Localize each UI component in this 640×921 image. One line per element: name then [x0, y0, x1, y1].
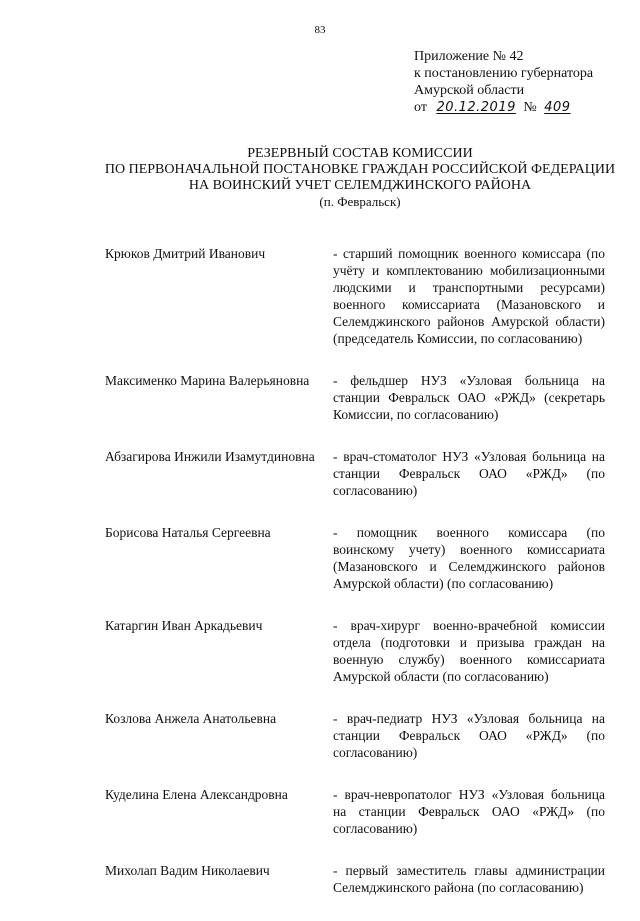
page-number: 83 [314, 24, 326, 36]
member-name: Михолап Вадим Николаевич [105, 863, 270, 878]
member-name: Максименко Марина Валерьяновна [105, 373, 310, 388]
member-row [105, 372, 615, 423]
member-row [105, 710, 615, 761]
member-role: - помощник военного комиссара (по воинскому учету) военного комиссариата (Мазановского и Селемджинского районов Амурской области) (по согласованию) [333, 525, 605, 591]
title-line-1: РЕЗЕРВНЫЙ СОСТАВ КОМИССИИ [247, 146, 473, 161]
appendix-decree-line: к постановлению губернатора [414, 66, 594, 81]
member-name: Куделина Елена Александровна [105, 787, 288, 802]
appendix-block [414, 48, 593, 116]
title-location: (п. Февральск) [319, 194, 401, 209]
document-title [60, 146, 640, 210]
appendix-date-line [414, 99, 593, 116]
appendix-from-label: от [414, 100, 427, 115]
member-name: Абзагирова Инжили Изамутдиновна [105, 449, 315, 464]
title-line-2: ПО ПЕРВОНАЧАЛЬНОЙ ПОСТАНОВКЕ ГРАЖДАН РОССИЙСКОЙ ФЕДЕРАЦИИ [104, 162, 616, 177]
appendix-title: Приложение № 42 [414, 49, 524, 64]
member-role: - фельдшер НУЗ «Узловая больница на станции Февральск ОАО «РЖД» (секретарь Комиссии, по согласованию) [333, 373, 605, 422]
member-role: - врач-хирург военно-врачебной комиссии отдела (подготовки и призыва граждан на военную службу) военного комиссариата Амурской области (по согласованию) [333, 618, 605, 684]
member-list [105, 245, 615, 921]
member-name: Борисова Наталья Сергеевна [105, 525, 271, 540]
member-row [105, 524, 615, 592]
member-role: - старший помощник военного комиссара (по учёту и комплектованию мобилизационными людскими и транспортными ресурсами) военного комиссариата (Мазановского и Селемджинского районов Амурской области) (председатель Комиссии, по согласованию) [333, 246, 605, 346]
member-role: - врач-стоматолог НУЗ «Узловая больница на станции Февральск ОАО «РЖД» (по согласованию) [333, 449, 605, 498]
appendix-date: 20.12.2019 [436, 100, 516, 115]
member-name: Козлова Анжела Анатольевна [105, 711, 277, 726]
member-role: - врач-педиатр НУЗ «Узловая больница на станции Февральск ОАО «РЖД» (по согласованию) [333, 711, 605, 760]
member-row [105, 786, 615, 837]
member-role: - врач-невропатолог НУЗ «Узловая больница на станции Февральск ОАО «РЖД» (по согласованию) [333, 787, 605, 836]
member-row [105, 245, 615, 347]
member-role: - первый заместитель главы администрации Селемджинского района (по согласованию) [333, 863, 605, 895]
appendix-number-label: № [523, 100, 537, 115]
appendix-number: 409 [544, 100, 571, 115]
title-line-3: НА ВОИНСКИЙ УЧЕТ СЕЛЕМДЖИНСКОГО РАЙОНА [188, 178, 532, 193]
member-row [105, 862, 615, 896]
member-name: Катаргин Иван Аркадьевич [105, 618, 263, 633]
member-row [105, 448, 615, 499]
appendix-region-line: Амурской области [414, 83, 525, 98]
member-row [105, 617, 615, 685]
member-name: Крюков Дмитрий Иванович [105, 246, 266, 261]
